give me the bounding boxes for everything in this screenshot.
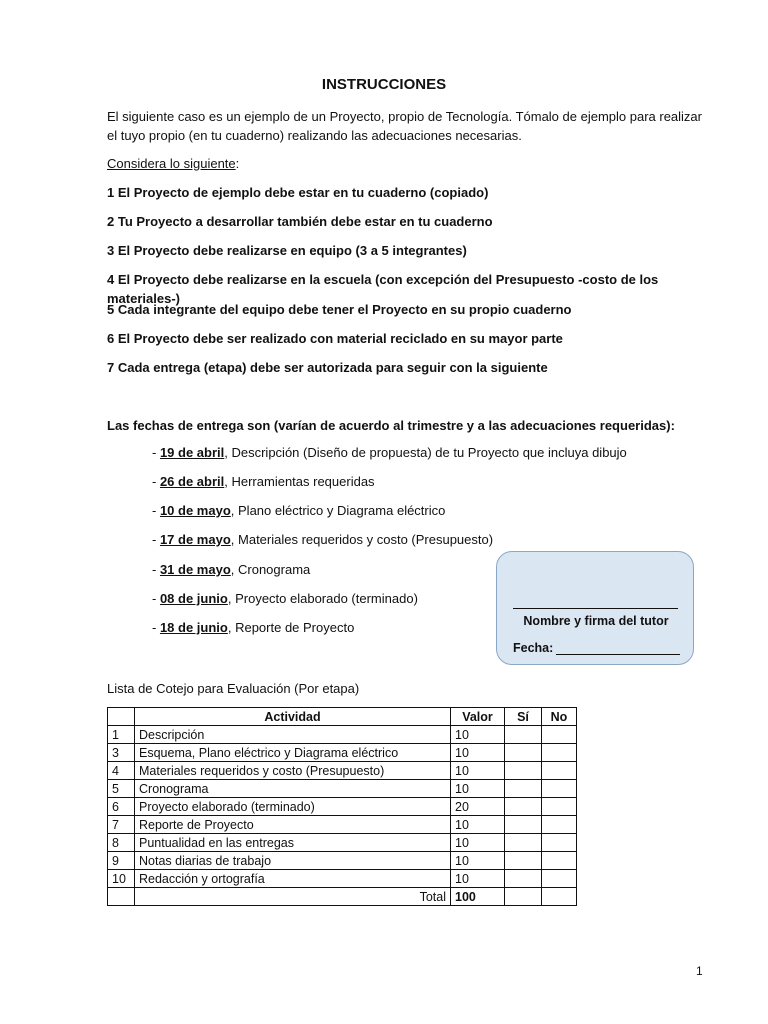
si-cell [505,726,542,744]
date-value: 17 de mayo [159,532,231,547]
signature-line [513,608,678,609]
header-no: No [542,708,577,726]
no-cell [542,834,577,852]
si-cell [505,870,542,888]
si-cell [505,744,542,762]
table-row [108,870,577,888]
row-value: 10 [451,726,505,744]
row-number: 6 [108,798,135,816]
row-activity: Redacción y ortografía [135,870,451,888]
header-actividad: Actividad [135,708,451,726]
si-cell [505,798,542,816]
no-cell [542,726,577,744]
checklist-table [107,707,577,906]
considera-colon: : [235,156,240,171]
date-dash: - [152,503,160,518]
table-row [108,744,577,762]
total-value: 100 [451,888,505,906]
row-value: 10 [451,834,505,852]
no-cell [542,852,577,870]
row-activity: Notas diarias de trabajo [135,852,451,870]
date-item [152,532,493,547]
date-text: , Materiales requeridos y costo (Presupuesto) [230,532,494,547]
table-row [108,798,577,816]
no-cell [542,870,577,888]
table-row [108,726,577,744]
date-value: 31 de mayo [159,562,231,577]
row-value: 10 [451,852,505,870]
header-number [108,708,135,726]
row-number: 5 [108,780,135,798]
no-cell [542,888,577,906]
date-value: 26 de abril [159,474,225,489]
row-value: 10 [451,762,505,780]
date-item [152,591,418,606]
row-number: 4 [108,762,135,780]
fechas-heading: Las fechas de entrega son (varían de acuerdo al trimestre y a las adecuaciones requeridas): [107,418,675,433]
date-text: , Herramientas requeridas [224,474,375,489]
date-item [152,562,310,577]
no-cell [542,780,577,798]
header-valor: Valor [451,708,505,726]
considera-label: Considera lo siguiente [107,156,236,171]
table-total-row [108,888,577,906]
row-activity: Puntualidad en las entregas [135,834,451,852]
date-item [152,474,375,489]
date-value: 18 de junio [159,620,228,635]
row-value: 10 [451,780,505,798]
table-row [108,834,577,852]
row-number: 9 [108,852,135,870]
si-cell [505,816,542,834]
date-text: , Plano eléctrico y Diagrama eléctrico [230,503,446,518]
date-dash: - [152,474,160,489]
table-row [108,762,577,780]
row-activity: Cronograma [135,780,451,798]
rule-3: 3 El Proyecto debe realizarse en equipo (3 a 5 integrantes) [107,243,467,258]
rule-2: 2 Tu Proyecto a desarrollar también debe estar en tu cuaderno [107,214,493,229]
row-value: 10 [451,870,505,888]
no-cell [542,798,577,816]
table-header-row [108,708,577,726]
date-text: , Descripción (Diseño de propuesta) de tu Proyecto que incluya dibujo [224,445,627,460]
rule-5: 5 Cada integrante del equipo debe tener el Proyecto en su propio cuaderno [107,302,572,317]
page-title: INSTRUCCIONES [321,76,447,93]
row-number: 10 [108,870,135,888]
row-activity: Esquema, Plano eléctrico y Diagrama eléctrico [135,744,451,762]
row-activity: Descripción [135,726,451,744]
table-row [108,816,577,834]
table-row [108,852,577,870]
intro-paragraph: El siguiente caso es un ejemplo de un Proyecto, propio de Tecnología. Tómalo de ejemplo para realizar el tuyo propio (en tu cuaderno) realizando las adecuaciones necesarias. [107,109,702,143]
checklist-title: Lista de Cotejo para Evaluación (Por etapa) [107,681,360,696]
rule-4: 4 El Proyecto debe realizarse en la escuela (con excepción del Presupuesto -costo de los materiales-) [107,272,659,306]
page-number: 1 [696,964,703,978]
tutor-signature-box [496,551,694,665]
date-item [152,620,354,635]
rule-1: 1 El Proyecto de ejemplo debe estar en tu cuaderno (copiado) [107,185,489,200]
tutor-date-label: Fecha: [513,641,554,655]
si-cell [505,780,542,798]
row-activity: Proyecto elaborado (terminado) [135,798,451,816]
date-text: , Reporte de Proyecto [227,620,355,635]
date-dash: - [152,591,160,606]
tutor-name-label: Nombre y firma del tutor [523,614,669,628]
rule-7: 7 Cada entrega (etapa) debe ser autorizada para seguir con la siguiente [107,360,548,375]
date-dash: - [152,562,160,577]
si-cell [505,834,542,852]
si-cell [505,762,542,780]
row-number: 1 [108,726,135,744]
date-dash: - [152,620,160,635]
date-value: 19 de abril [159,445,225,460]
date-dash: - [152,445,160,460]
date-value: 08 de junio [159,591,228,606]
no-cell [542,744,577,762]
date-line [556,643,680,655]
row-number: 7 [108,816,135,834]
row-value: 10 [451,816,505,834]
date-item [152,503,445,518]
row-activity: Reporte de Proyecto [135,816,451,834]
date-dash: - [152,532,160,547]
total-empty-cell [108,888,135,906]
header-si: Sí [505,708,542,726]
date-value: 10 de mayo [159,503,231,518]
si-cell [505,852,542,870]
rule-6: 6 El Proyecto debe ser realizado con material reciclado en su mayor parte [107,331,563,346]
table-row [108,780,577,798]
si-cell [505,888,542,906]
date-text: , Proyecto elaborado (terminado) [227,591,418,606]
row-value: 10 [451,744,505,762]
row-value: 20 [451,798,505,816]
date-text: , Cronograma [230,562,311,577]
row-activity: Materiales requeridos y costo (Presupuesto) [135,762,451,780]
total-label: Total [135,888,451,906]
row-number: 3 [108,744,135,762]
date-item [152,445,627,460]
no-cell [542,816,577,834]
considera-line [107,154,707,173]
no-cell [542,762,577,780]
row-number: 8 [108,834,135,852]
tutor-date-field [513,641,680,655]
